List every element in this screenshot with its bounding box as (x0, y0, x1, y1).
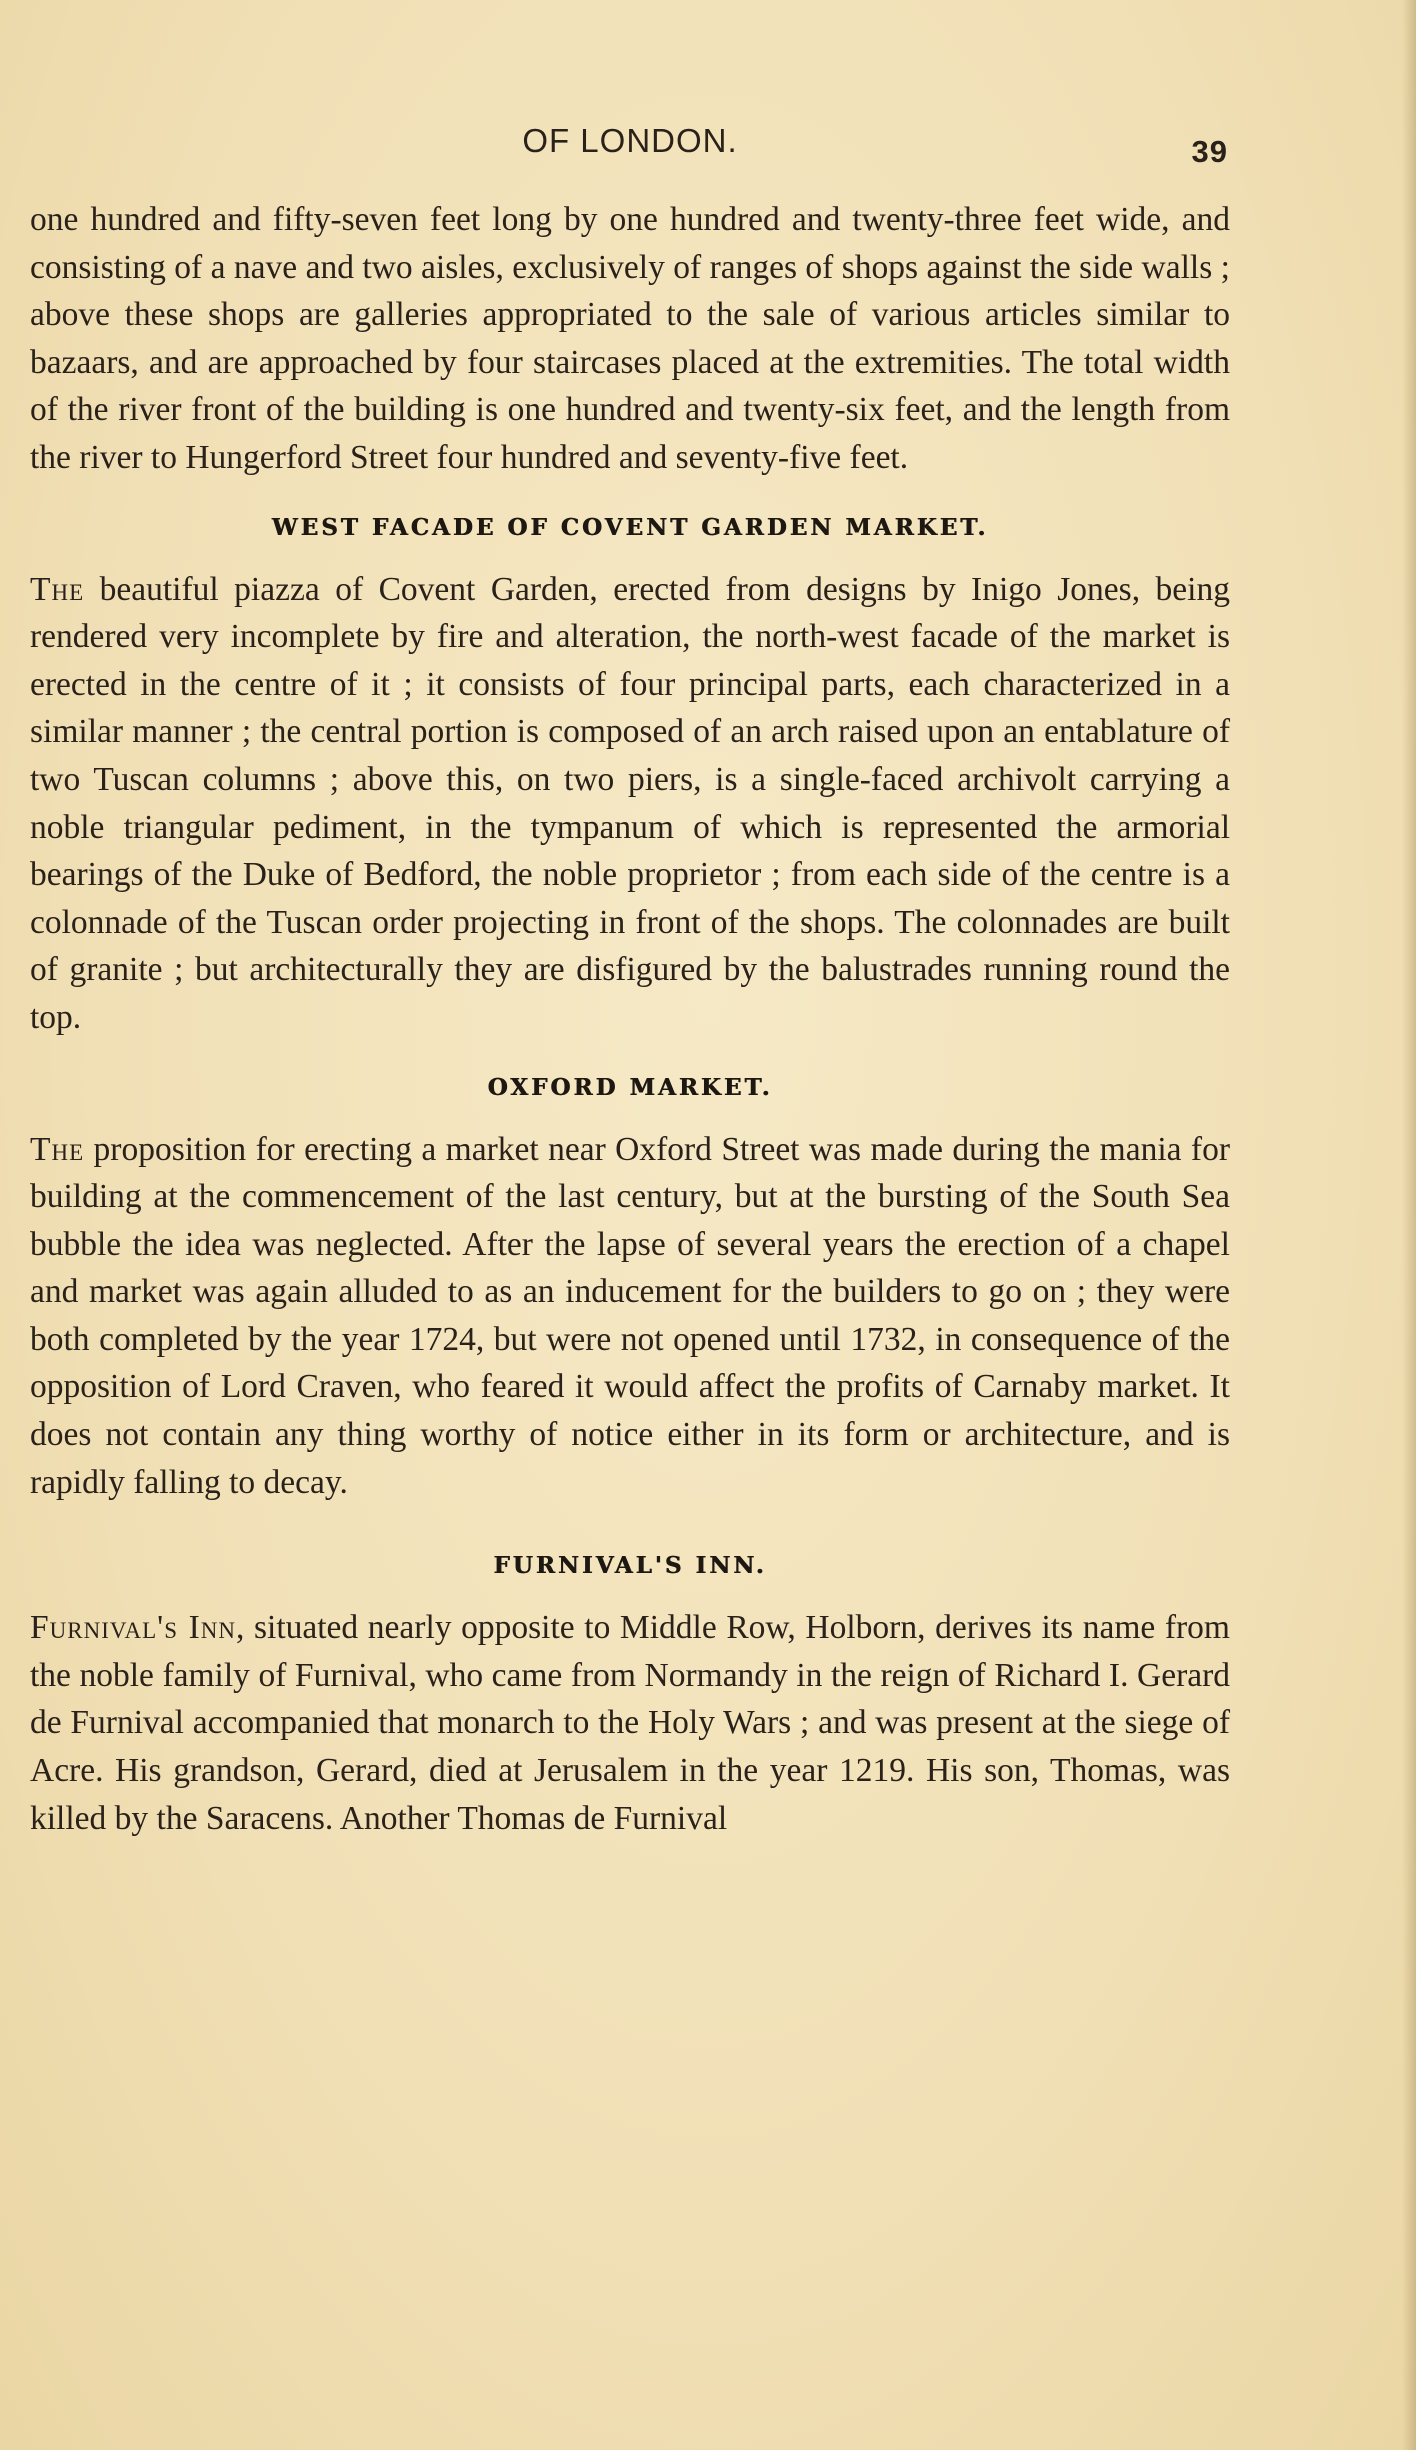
body-text (30, 196, 1230, 1842)
paragraph-hungerford-continuation: one hundred and fifty-seven feet long by one hundred and twenty-three feet wide, and consisting of a nave and two aisles, exclusively of ranges of shops against the side walls ; above these shops are galleries appropriated to the sale of various articles similar to bazaars, and are approached by four staircases placed at the extremities. The total width of the river front of the building is one hundred and twenty-six feet, and the length from the river to Hungerford Street four hundred and seventy-five feet. (30, 201, 1230, 476)
paragraph-text: beautiful piazza of Covent Garden, erected from designs by Inigo Jones, being rendered very incomplete by fire and alteration, the north-west facade of the market is erected in the centre of it ; it consists of four principal parts, each characterized in a similar manner ; the central portion is composed of an arch raised upon an entablature of two Tuscan columns ; above this, on two piers, is a single-faced archivolt carrying a noble triangular pediment, in the tympanum of which is represented the armorial bearings of the Duke of Bedford, the noble proprietor ; from each side of the centre is a colonnade of the Tuscan order projecting in front of the shops. The colonnades are built of granite ; but architecturally they are disfigured by the balustrades running round the top. (30, 570, 1230, 1036)
paragraph-lead-words: Furnival's Inn (30, 1609, 236, 1647)
heading-west-facade: WEST FACADE OF COVENT GARDEN MARKET. (271, 513, 989, 541)
paragraph-lead-word: The (30, 570, 85, 608)
running-title: OF LONDON. (522, 122, 738, 159)
paragraph-text: , situated nearly opposite to Middle Row, Holborn, derives its name from the noble family of Furnival, who came from Normandy in the reign of Richard I. Gerard de Furnival accompanied that monarch to the Holy Wars ; and was present at the siege of Acre. His grandson, Gerard, died at Jerusalem in the year 1219. His son, Thomas, was killed by the Saracens. Another Thomas de Furnival (30, 1609, 1230, 1837)
heading-furnivals-inn: FURNIVAL'S INN. (493, 1552, 767, 1580)
paragraph-furnivals-inn (30, 1604, 1230, 1842)
paragraph-oxford-market (30, 1126, 1230, 1507)
paragraph-west-facade (30, 566, 1230, 1042)
heading-oxford-market: OXFORD MARKET. (487, 1073, 773, 1101)
running-head (30, 116, 1230, 169)
page-number: 39 (1191, 134, 1228, 169)
page-gutter-shadow (1402, 0, 1416, 2450)
paragraph-text: proposition for erecting a market near Oxford Street was made during the mania for building at the commencement of the last century, but at the bursting of the South Sea bubble the idea was neglected. After the lapse of several years the erection of a chapel and market was again alluded to as an inducement for the builders to go on ; they were both completed by the year 1724, but were not opened until 1732, in consequence of the opposition of Lord Craven, who feared it would affect the profits of Carnaby market. It does not contain any thing worthy of notice either in its form or architecture, and is rapidly falling to decay. (30, 1130, 1230, 1501)
paragraph-lead-word: The (30, 1130, 85, 1168)
